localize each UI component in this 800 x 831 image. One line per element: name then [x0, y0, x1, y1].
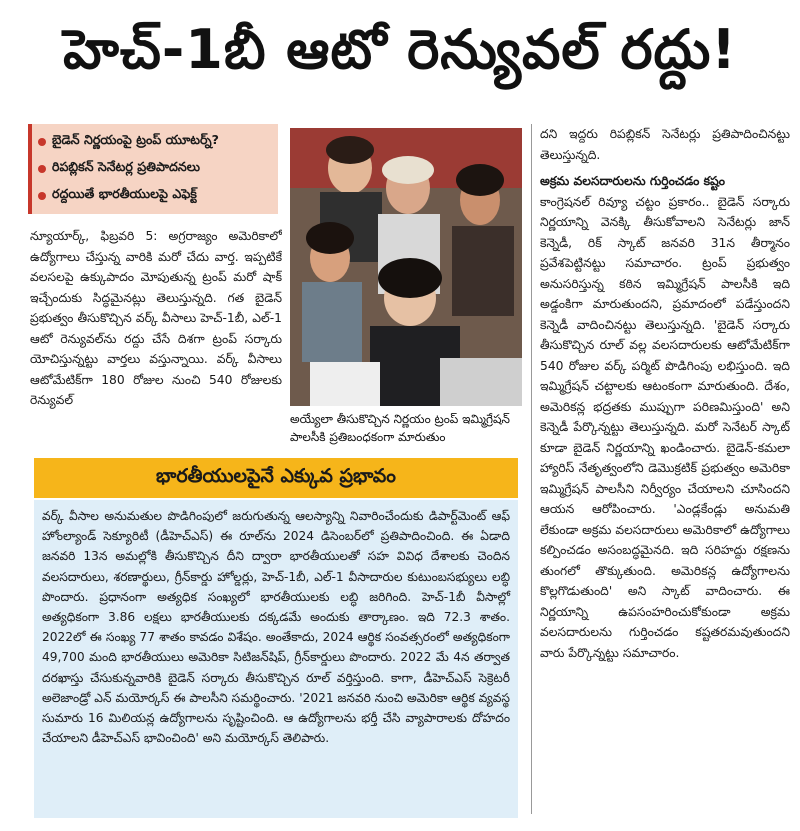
box-title: భారతీయులపైనే ఎక్కువ ప్రభావం [34, 458, 518, 498]
highlight-text: రిపబ్లికన్‌ సెనేటర్ల ప్రతిపాదనలు [52, 159, 200, 174]
column3-subheading: అక్రమ వలసదారులను గుర్తించడం కష్టం [540, 174, 726, 188]
bullet-icon [38, 165, 46, 173]
students-photo-illustration [290, 128, 522, 406]
column-divider [531, 124, 532, 814]
news-photo [290, 128, 522, 406]
bullet-icon [38, 192, 46, 200]
highlight-text: బైడెన్‌ నిర్ణయంపై ట్రంప్‌ యూటర్న్‌? [52, 132, 219, 147]
box-body: వర్క్‌ వీసాల అనుమతుల పొడిగింపులో జరుగుతున్న ఆలస్యాన్ని నివారించేందుకు డిపార్ట్‌మెంట్‌ ఆఫ్‌ హోంల్యాండ్‌ సెక్యూరిటీ (డీహెచ్‌ఎస్‌) ఈ రూల్‌ను 2024 డిసెంబర్‌లో ప్రతిపాదించింది. ఈ ఏడాది జనవరి 13న అమల్లోకి తీసుకొచ్చిన దీని ద్వారా భారతీయులతో సహ వివిధ దేశాలకు చెందిన వలసదారులు, శరణార్థులు, గ్రీన్‌కార్డు హోల్డర్లు, హెచ్‌-1బీ, ఎల్‌-1 వీసాదారుల కుటుంబసభ్యులు లబ్ధి పొందారు. ప్రధానంగా అత్యధిక సంఖ్యలో భారతీయులకు లబ్ధి జరిగింది. హెచ్‌-1బీ వీసాల్లో అత్యధికంగా 3.86 లక్షలు భారతీయులకు దక్కడమే అందుకు తార్కాణం. ఇది 72.3 శాతం. 2022లో ఈ సంఖ్య 77 శాతం కావడం విశేషం. అంతేకాదు, 2024 ఆర్థిక సంవత్సరంలో అత్యధికంగా 49,700 మంది భారతీయులు అమెరికా సిటిజన్‌షిప్‌, గ్రీన్‌కార్డులు పొందారు. 2022 మే 4న తర్వాత దరఖాస్తు చేసుకున్నవారికి బైడెన్‌ సర్కారు తీసుకొచ్చిన రూల్‌ వర్తిస్తుంది. కాగా, డీహెచ్‌ఎస్‌ సెక్రెటరీ అలెజాండ్రో ఎన్‌ మయోర్కస్‌ ఈ పాలసీని సమర్థించారు. '2021 జనవరి నుంచి అమెరికా ఆర్థిక వ్యవస్థ సుమారు 16 మిలియన్ల ఉద్యోగాలను సృష్టించింది. ఆ ఉద్యోగాలను భర్తీ చేసి వ్యాపారాలకు దోహదం చేయాలని డీహెచ్‌ఎస్‌ భావించింది' అని మయోర్కస్‌ తెలిపారు. [34, 500, 518, 818]
photo-caption: అయ్యేలా తీసుకొచ్చిన నిర్ణయం ట్రంప్‌ ఇమ్మిగ్రేషన్‌ పాలసీకి ప్రతిబంధకంగా మారుతుం [290, 412, 510, 444]
highlight-item [38, 128, 272, 155]
highlight-item [38, 155, 272, 182]
article-column-1: న్యూయార్క్‌, ఫిబ్రవరి 5: అగ్రరాజ్యం అమెరికాలో ఉద్యోగాలు చేస్తున్న వారికి మరో చేదు వార్త. ఇప్పటికే వలసలపై ఉక్కుపాదం మోపుతున్న ట్రంప్‌ మరో షాక్‌ ఇచ్చేందుకు సిద్ధమైనట్లు తెలుస్తున్నది. గత బైడెన్‌ ప్రభుత్వం తీసుకొచ్చిన వర్క్‌ వీసాలు హెచ్‌-1బీ, ఎల్‌-1 ఆటో రెన్యువల్‌ను రద్దు చేసే దిశగా ట్రంప్‌ సర్కారు యోచిస్తున్నట్టు వార్తలు వస్తున్నాయి. వర్క్‌ వీసాలు ఆటోమేటిక్‌గా 180 రోజుల నుంచి 540 రోజులకు రెన్యువల్‌ [30, 229, 282, 407]
highlight-item [38, 182, 272, 209]
highlight-text: రద్దయితే భారతీయులపై ఎఫెక్ట్‌ [52, 186, 197, 201]
article-column-3 [540, 124, 790, 814]
highlights-box [28, 124, 278, 214]
column3-intro: దని ఇద్దరు రిపబ్లికన్‌ సెనేటర్లు ప్రతిపాదించినట్టు తెలుస్తున్నది. [540, 127, 790, 162]
headline: హెచ్‌-1బీ ఆటో రెన్యువల్‌ రద్దు! [63, 17, 737, 81]
bullet-icon [38, 138, 46, 146]
column3-body: కాంగ్రెషనల్‌ రివ్యూ చట్టం ప్రకారం.. బైడెన్‌ సర్కారు నిర్ణయాన్ని వెనక్కి తీసుకోవాలని సెనేటర్లు జాన్‌ కెన్నెడీ, రిక్‌ స్కాట్‌ జనవరి 31న తీర్మానం ప్రవేశపెట్టినట్టు సమాచారం. ట్రంప్‌ ప్రభుత్వం అనుసరిస్తున్న కఠిన ఇమ్మిగ్రేషన్‌ పాలసీకి ఇది అడ్డంకిగా మారుతుందని, ప్రమాదంలో పడేస్తుందని కెన్నెడీ వాదించినట్టు తెలుస్తున్నది. 'బైడెన్‌ సర్కారు తీసుకొచ్చిన రూల్‌ వల్ల వలసదారులకు ఆటోమేటిక్‌గా 540 రోజుల వర్క్‌ పర్మిట్‌ పొడిగింపు లభిస్తుంది. ఇది ఇమ్మిగ్రేషన్‌ చట్టాలకు ఆటంకంగా మారుతుంది. దేశం, అమెరికన్ల భద్రతకు ముప్పుగా పరిణమిస్తుంది' అని కెన్నెడీ పేర్కొన్నట్టు తెలుస్తున్నది. మరో సెనేటర్‌ స్కాట్‌ కూడా బైడెన్‌ నిర్ణయాన్ని ఖండించారు. బైడెన్‌-కమలా హ్యారిస్‌ నేతృత్వంలోని డెమొక్రటిక్‌ ప్రభుత్వం అమెరికా ఇమ్మిగ్రేషన్‌ పాలసీని నిర్వీర్యం చేయాలని చూసిందని ఆయన ఆరోపించారు. 'ఎండ్లకేండ్లు అనుమతి లేకుండా అక్రమ వలసదారులు అమెరికాలో ఉద్యోగాలు కల్పించడం అసంబద్ధమైనది. ఇది సరిహద్దు రక్షణను తుంగలో తొక్కుతుంది. అమెరికన్ల ఉద్యోగాలను కొల్లగొడుతుంది' అని స్కాట్‌ వాదించారు. ఈ నిర్ణయాన్ని ఉపసంహరించుకోకుండా అక్రమ వలసదారులను గుర్తించడం కష్టతరమవుతుందని వారు పేర్కొన్నట్టు సమాచారం. [540, 194, 790, 660]
